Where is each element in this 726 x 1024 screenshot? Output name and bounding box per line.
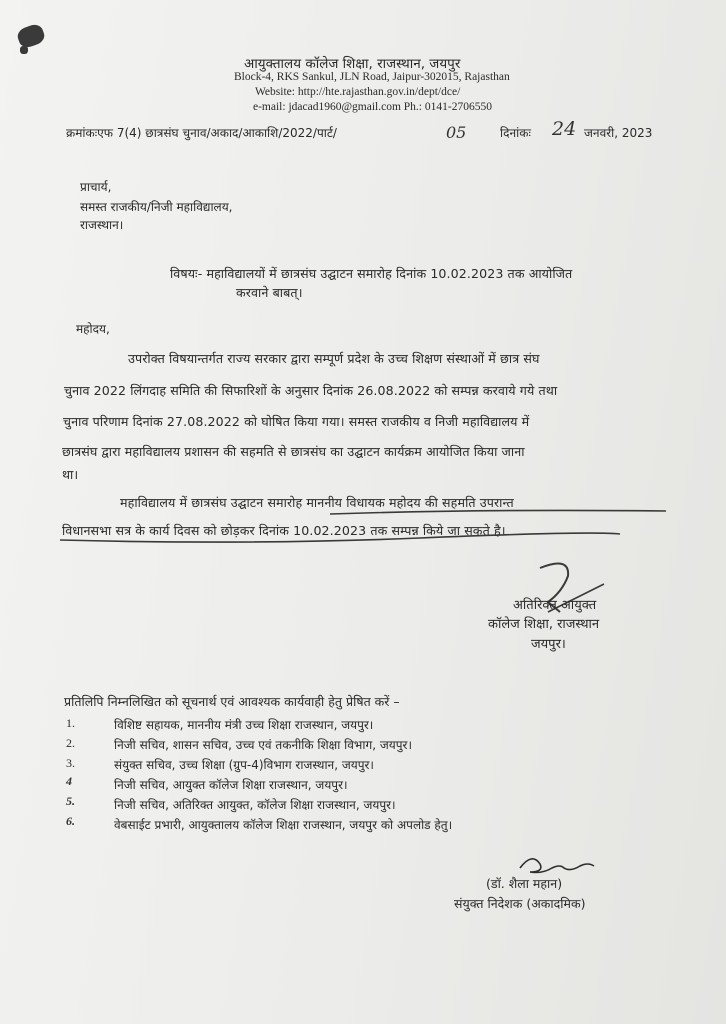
date-label: दिनांकः <box>500 126 531 140</box>
signature1-office: कॉलेज शिक्षा, राजस्थान <box>488 617 600 632</box>
office-contact: e-mail: jdacad1960@gmail.com Ph.: 0141-2706550 <box>253 101 492 113</box>
para1-line-5: था। <box>62 467 79 482</box>
signature2-name: (डॉ. शैला महान) <box>486 876 563 891</box>
signature2-designation: संयुक्त निदेशक (अकादमिक) <box>454 896 586 911</box>
para1-line-2: चुनाव 2022 लिंगदाह समिति की सिफारिशों के अनुसार दिनांक 26.08.2022 को सम्पन्न करवाये गये तथा <box>64 383 558 398</box>
signature1-title: अतिरिक्त आयुक्त <box>513 598 597 613</box>
office-website: Website: http://hte.rajasthan.gov.in/dept/dce/ <box>255 86 461 98</box>
copy-item: निजी सचिव, अतिरिक्त आयुक्त, कॉलेज शिक्षा राजस्थान, जयपुर। <box>114 798 396 812</box>
handwritten-date-day: 24 <box>552 118 577 140</box>
recipient-line-2: समस्त राजकीय/निजी महाविद्यालय, <box>80 200 233 214</box>
copy-number: 5. <box>66 794 75 808</box>
para2-line-2: विधानसभा सत्र के कार्य दिवस को छोड़कर दिनांक 10.02.2023 तक सम्पन्न किये जा सकते है। <box>62 523 506 538</box>
copy-item: निजी सचिव, शासन सचिव, उच्च एवं तकनीकि शिक्षा विभाग, जयपुर। <box>114 738 412 752</box>
subject-line-1: विषयः- महाविद्यालयों में छात्रसंघ उद्घाटन समारोह दिनांक 10.02.2023 तक आयोजित <box>170 266 573 281</box>
subject-line-2: करवाने बाबत्। <box>236 285 303 300</box>
recipient-line-1: प्राचार्य, <box>80 180 112 194</box>
office-name: आयुक्तालय कॉलेज शिक्षा, राजस्थान, जयपुर <box>244 56 461 72</box>
para1-line-4: छात्रसंघ द्वारा महाविद्यालय प्रशासन की सहमति से छात्रसंघ का उद्घाटन कार्यक्रम आयोजित किया जाना <box>62 444 525 459</box>
handwritten-file-no: 05 <box>446 123 467 142</box>
signature1-city: जयपुर। <box>531 637 566 652</box>
copy-item: वेबसाईट प्रभारी, आयुक्तालय कॉलेज शिक्षा राजस्थान, जयपुर को अपलोड हेतु। <box>114 818 453 832</box>
copy-number: 6. <box>66 814 75 828</box>
para1-line-1: उपरोक्त विषयान्तर्गत राज्य सरकार द्वारा सम्पूर्ण प्रदेश के उच्च शिक्षण संस्थाओं में छात्र संघ <box>128 351 540 366</box>
copy-intro: प्रतिलिपि निम्नलिखित को सूचनार्थ एवं आवश्यक कार्यवाही हेतु प्रेषित करें – <box>64 694 400 709</box>
date-month-year: जनवरी, 2023 <box>584 126 653 140</box>
para1-line-3: चुनाव परिणाम दिनांक 27.08.2022 को घोषित किया गया। समस्त राजकीय व निजी महाविद्यालय में <box>63 414 530 429</box>
copy-number: 4 <box>66 774 72 788</box>
copy-number: 1. <box>66 716 75 730</box>
recipient-line-3: राजस्थान। <box>80 218 124 232</box>
copy-number: 2. <box>66 736 75 750</box>
copy-item: विशिष्ट सहायक, माननीय मंत्री उच्च शिक्षा राजस्थान, जयपुर। <box>114 718 374 732</box>
office-address: Block-4, RKS Sankul, JLN Road, Jaipur-302015, Rajasthan <box>234 71 510 83</box>
para2-line-1: महाविद्यालय में छात्रसंघ उद्घाटन समारोह माननीय विधायक महोदय की सहमति उपरान्त <box>120 495 514 510</box>
reference-number: क्रमांकःएफ 7(4) छात्रसंघ चुनाव/अकाद/आकाशि/2022/पार्ट/ <box>66 126 337 140</box>
copy-number: 3. <box>66 756 75 770</box>
copy-item: निजी सचिव, आयुक्त कॉलेज शिक्षा राजस्थान, जयपुर। <box>114 778 348 792</box>
copy-item: संयुक्त सचिव, उच्च शिक्षा (ग्रुप-4)विभाग राजस्थान, जयपुर। <box>114 758 374 772</box>
salutation: महोदय, <box>76 322 110 336</box>
